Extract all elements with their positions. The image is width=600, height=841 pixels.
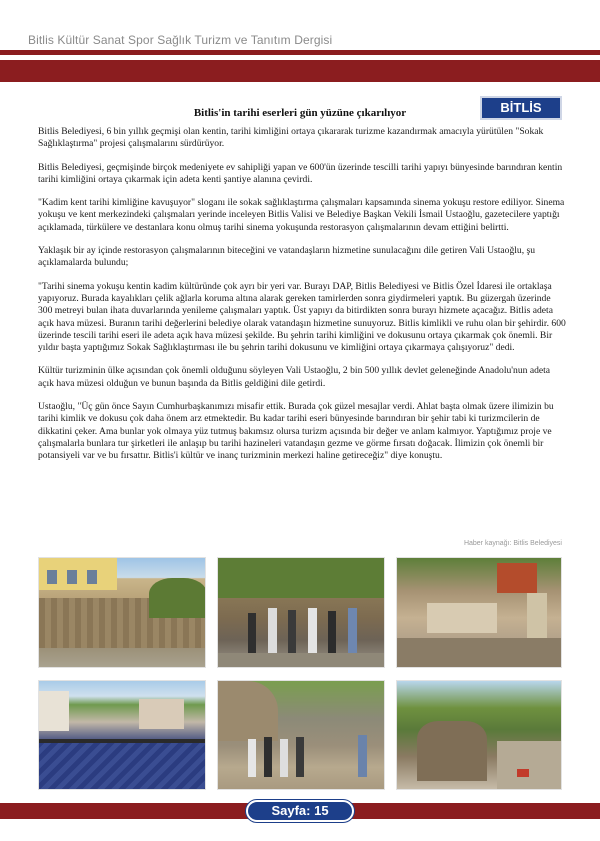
section-badge: BİTLİS xyxy=(480,96,562,120)
photo-paved-street xyxy=(38,680,206,790)
article-body xyxy=(38,126,566,474)
news-source: Haber kaynağı: Bitlis Belediyesi xyxy=(463,540,562,547)
paragraph: Ustaoğlu, "Üç gün önce Sayın Cumhurbaşkanımızı misafir ettik. Burada çok güzel mesajlar verdi. Ahlat başta olmak üzere ilimizin bu tarihi kimlik ve dokusu çok daha önem arz etmektedir. Bu kadar tarihi eseri bünyesinde barındıran bir şehir tabi ki turizmcilerin de dikkatini çeker. Ama bunlar yok olmaya yüz tutmuş bakımsız olursa turizm açısında bir değer ve anlam kalmıyor. Yaptığımız proje ve çalışmalarla bunlara tur şirketleri ile anlaşıp bu tarihi hazineleri vatandaşın gezme ve görme fırsatı doğacak. İlimizin çok önemli bir potansiyeli var ve bu fırsattır. Bitlis'i kültür ve inanç turizminin merkezi haline getireceğiz" diye konuştu. xyxy=(38,401,554,462)
photo-construction-site xyxy=(396,557,562,668)
paragraph: "Tarihi sinema yokuşu kentin kadim kültüründe çok ayrı bir yeri var. Burayı DAP, Bitlis Belediyesi ve Bitlis Özel İdaresi ile ortaklaşa yapıyoruz. Burada kayalıkları çelik ağlarla koruma altına alarak gereken tamirlerden sonra giydirmeleri yaptık. Bu güzergah üzerinde 300 metreyi bulan ihata duvarlarında yenileme çalışmaları yaptık. Üst yapıyı da bitirdikten sonra burayı hizmete açacağız. Bitlis adeta açık hava müzesi. Buranın tarihi değerlerini belediye olarak vatandaşın hizmetine sunuyoruz. Bitlis kimlikli ve ruhu olan bir şehirdir. 600 üzerinde tescili tarihi eseri ile adeta açık hava müzesi şekilde. Bu şehrin tarihi kimliğini ve dokusunu ortaya çıkarmak çok önemli. Bir yıldır başta yaptığımız Sokak Sağlıklaştırması ile bu şehrin tarihi dokusunu ve kimliğini ortaya çıkarmaya çalışıyoruz" dedi. xyxy=(38,280,566,354)
page-number: Sayfa: 15 xyxy=(246,800,354,822)
photo-hillside-road xyxy=(396,680,562,790)
header-band-thick xyxy=(0,60,600,82)
photo-officials-walkway xyxy=(217,680,385,790)
magazine-title: Bitlis Kültür Sanat Spor Sağlık Turizm ve Tanıtım Dergisi xyxy=(28,33,333,47)
article-title: Bitlis'in tarihi eserleri gün yüzüne çıkarılıyor xyxy=(193,107,407,119)
paragraph: Kültür turizminin ülke açısından çok önemli olduğunu söyleyen Vali Ustaoğlu, 2 bin 500 yıllık devlet geleneğinde Anadolu'nun adeta açık hava müzesi olduğun ve bunun başında da Bitlis geldiğini dile getirdi. xyxy=(38,365,551,389)
photo-restored-wall xyxy=(38,557,206,668)
header-band-thin xyxy=(0,50,600,55)
header xyxy=(0,0,600,46)
paragraph: Bitlis Belediyesi, geçmişinde birçok medeniyete ev sahipliği yapan ve 600'ün üzerinde tescilli tarihi yapıyı bünyesinde barındıran kentin tarihi kimliğini ortaya çıkarmak için adeta kenti şantiye alanına çevirdi. xyxy=(38,161,563,185)
paragraph: Bitlis Belediyesi, 6 bin yıllık geçmişi olan kentin, tarihi kimliğini ortaya çıkararak turizme kazandırmak amacıyla yürütülen "Sokak Sağlıklaştırma" projesi çalışmalarını sürdürüyor. xyxy=(38,126,544,150)
paragraph: "Kadim kent tarihi kimliğine kavuşuyor" sloganı ile sokak sağlıklaştırma çalışmaları kapsamında sinema yokuşu restore ediliyor. Sinema yokuşu ve kent merkezindeki çalışmaları yerinde inceleyen Bitlis Valisi ve Belediye Başkan Vekili İsmail Ustaoğlu, gazetecilere yaptığı açıklamada, türkülere ve destanlara konu olmuş tarihi sinema yokuşunda restorasyon çalışmalarının devam ettiğini belirtti. xyxy=(38,197,565,233)
photo-officials-inspection xyxy=(217,557,385,668)
paragraph: Yaklaşık bir ay içinde restorasyon çalışmalarının biteceğini ve vatandaşların hizmetine sunulacağını dile getiren Vali Ustaoğlu, şu açıklamalarda bulundu; xyxy=(38,245,536,269)
